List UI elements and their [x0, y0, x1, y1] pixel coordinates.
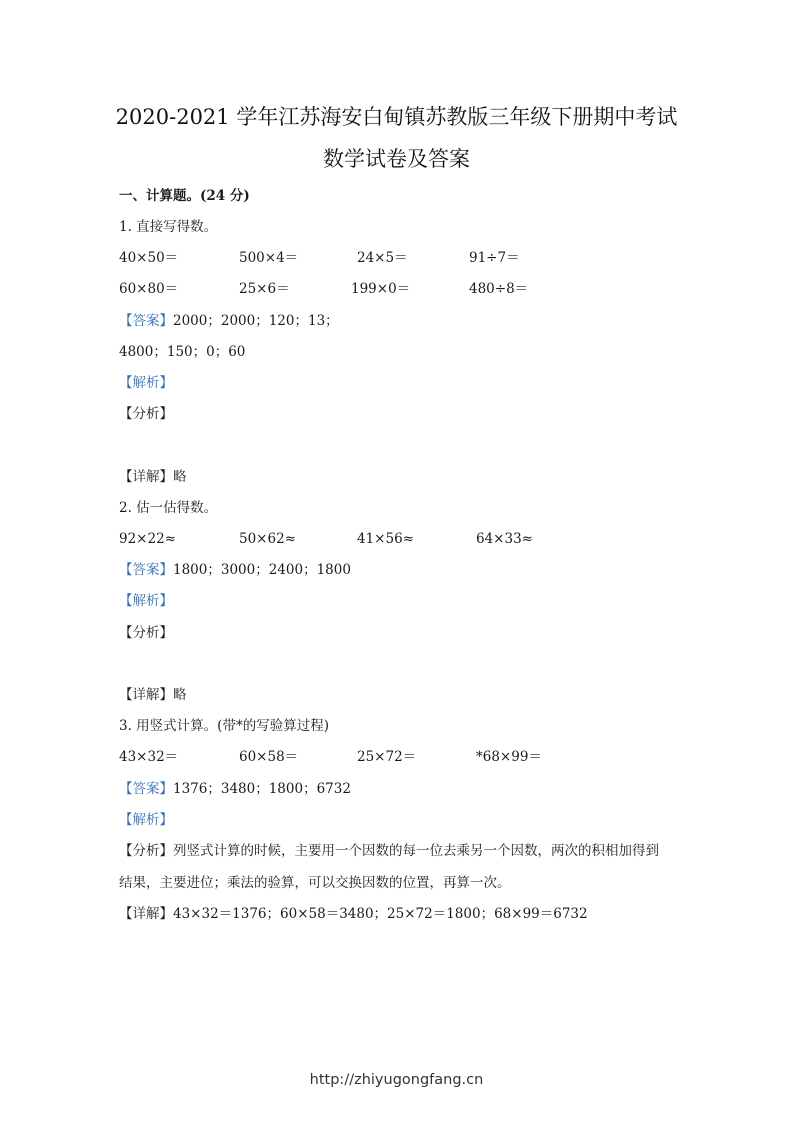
q1-detail — [119, 468, 187, 486]
q3-r1-c2: 60×58＝ — [239, 749, 299, 765]
q3-fenxi-text-2: 结果，主要进位；乘法的验算，可以交换因数的位置，再算一次。 — [119, 875, 511, 891]
q3-detail-text: 43×32＝1376；60×58＝3480；25×72＝1800；68×99＝6732 — [173, 906, 588, 922]
q1-r2-c1: 60×80＝ — [119, 281, 179, 297]
q2-answer-tag: 【答案】 — [119, 562, 173, 578]
q3-fenxi-text-1: 列竖式计算的时候，主要用一个因数的每一位去乘另一个因数，两次的积相加得到 — [173, 843, 659, 859]
q3-detail — [119, 905, 588, 923]
q3-r1-c4: *68×99＝ — [476, 749, 542, 765]
q2-answer — [119, 561, 351, 579]
doc-title-line-1: 2020-2021 学年江苏海安白甸镇苏教版三年级下册期中考试 — [115, 105, 678, 129]
q1-r2-c2: 25×6＝ — [239, 281, 290, 297]
q1-r1-c4: 91÷7＝ — [469, 250, 520, 266]
q2-r1-c1: 92×22≈ — [119, 531, 176, 547]
q1-r2-c4: 480÷8＝ — [469, 281, 529, 297]
q2-fenxi-tag: 【分析】 — [119, 625, 173, 641]
q2-row-1 — [119, 530, 679, 548]
q2-r1-c4: 64×33≈ — [476, 531, 533, 547]
q1-analysis-tag: 【解析】 — [119, 375, 173, 391]
q1-r1-c2: 500×4＝ — [239, 250, 299, 266]
q1-r1-c1: 40×50＝ — [119, 250, 179, 266]
q1-answer — [119, 312, 339, 330]
q2-answer-text: 1800；3000；2400；1800 — [173, 562, 351, 578]
q1-answer-text: 2000；2000；120；13； — [173, 313, 339, 329]
q1-detail-text: 略 — [173, 469, 187, 485]
q3-row-1 — [119, 748, 679, 766]
q2-prompt: 2. 估一估得数。 — [119, 500, 218, 516]
q2-analysis-tag: 【解析】 — [119, 593, 173, 609]
q1-r1-c3: 24×5＝ — [357, 250, 408, 266]
footer-url: http://zhiyugongfang.cn — [309, 1072, 484, 1088]
q1-answer-line-2: 4800；150；0；60 — [119, 344, 246, 360]
q1-r2-c3: 199×0＝ — [351, 281, 411, 297]
q3-r1-c3: 25×72＝ — [357, 749, 417, 765]
q3-answer-tag: 【答案】 — [119, 781, 173, 797]
q1-detail-tag: 【详解】 — [119, 469, 173, 485]
q1-answer-tag: 【答案】 — [119, 313, 173, 329]
q3-answer — [119, 780, 351, 798]
q3-fenxi-tag: 【分析】 — [119, 843, 173, 859]
q1-prompt: 1. 直接写得数。 — [119, 219, 218, 235]
q2-detail-tag: 【详解】 — [119, 687, 173, 703]
q3-answer-text: 1376；3480；1800；6732 — [173, 781, 351, 797]
q3-detail-tag: 【详解】 — [119, 906, 173, 922]
q3-analysis-tag: 【解析】 — [119, 812, 173, 828]
q3-fenxi — [119, 842, 659, 860]
doc-title-line-2: 数学试卷及答案 — [323, 147, 470, 171]
q3-prompt: 3. 用竖式计算。(带*的写验算过程) — [119, 718, 329, 734]
q2-r1-c3: 41×56≈ — [357, 531, 414, 547]
section-heading: 一、计算题。(24 分) — [119, 188, 250, 204]
q2-detail — [119, 686, 187, 704]
q1-row-2 — [119, 280, 679, 298]
q2-r1-c2: 50×62≈ — [239, 531, 296, 547]
q3-r1-c1: 43×32＝ — [119, 749, 179, 765]
q1-fenxi-tag: 【分析】 — [119, 406, 173, 422]
q1-row-1 — [119, 249, 679, 267]
q2-detail-text: 略 — [173, 687, 187, 703]
